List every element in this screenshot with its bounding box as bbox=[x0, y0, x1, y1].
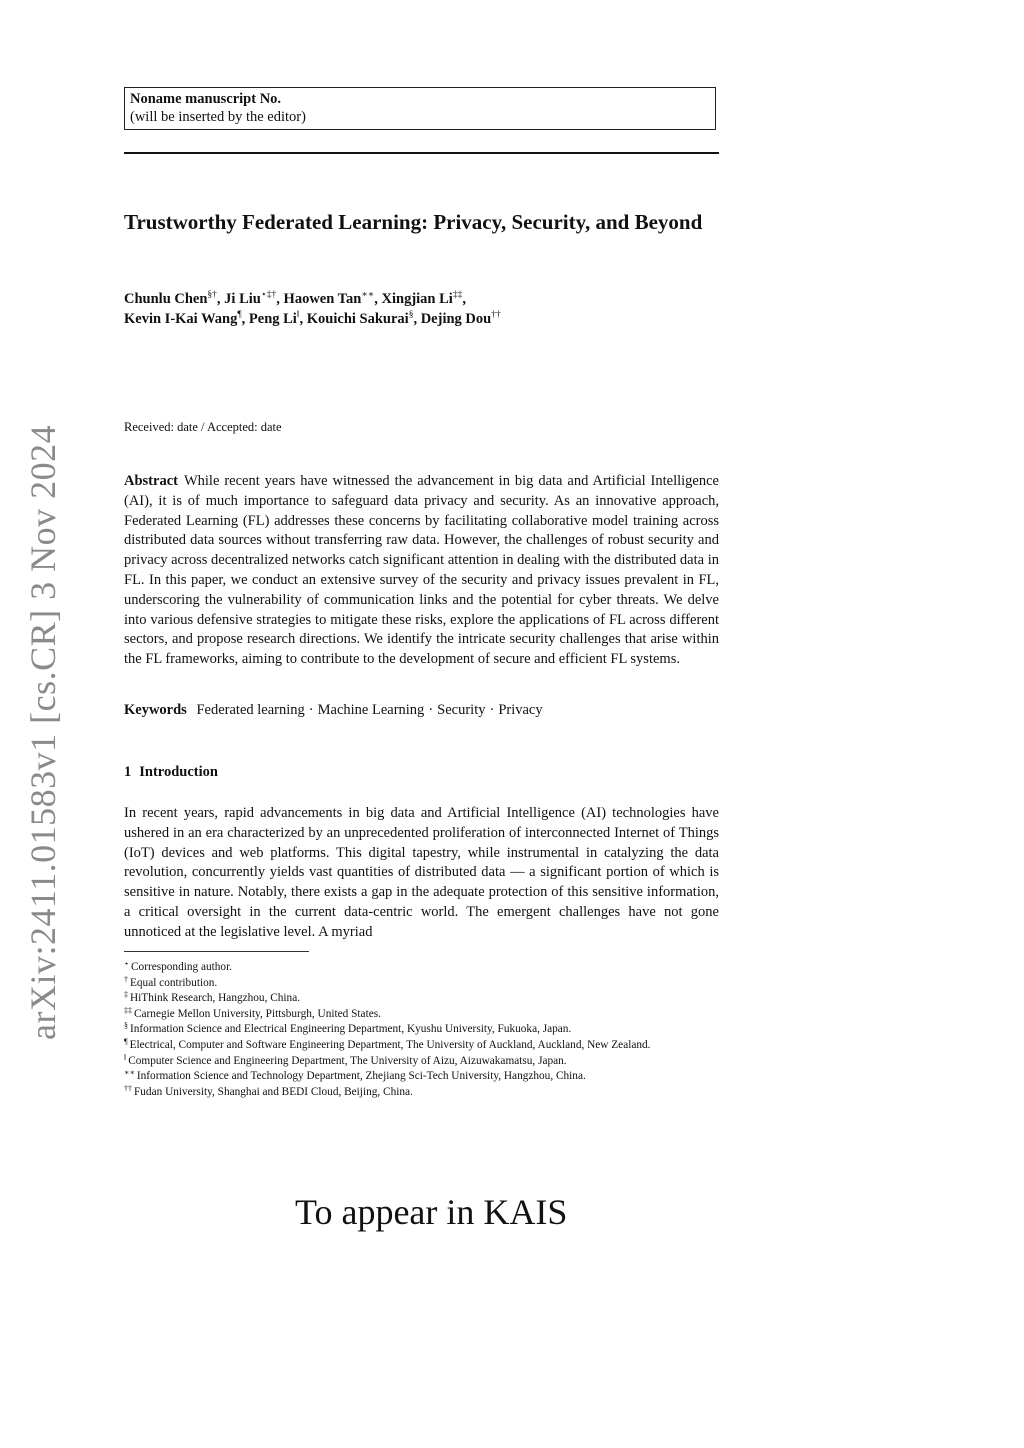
footnote-text: Information Science and Electrical Engineering Department, Kyushu University, Fukuoka, Japan. bbox=[130, 1023, 572, 1036]
keyword: Security bbox=[437, 702, 486, 718]
author-mark: ¶ bbox=[237, 309, 242, 320]
footnote bbox=[124, 1085, 719, 1101]
footnote-mark: ¶ bbox=[124, 1036, 128, 1046]
keywords-label: Keywords bbox=[124, 702, 187, 718]
author-name: Dejing Dou bbox=[420, 310, 492, 327]
footnote bbox=[124, 1054, 719, 1070]
keyword: Machine Learning bbox=[317, 702, 425, 718]
author-mark: ‖ bbox=[296, 309, 300, 320]
section-number: 1 bbox=[124, 764, 132, 780]
author-mark: § bbox=[408, 309, 414, 320]
footnote-text: Computer Science and Engineering Department, The University of Aizu, Aizuwakamatsu, Japan. bbox=[128, 1054, 567, 1067]
footnotes bbox=[124, 960, 719, 1100]
author-mark: ⋆‡† bbox=[260, 290, 277, 300]
footnote-text: Electrical, Computer and Software Engineering Department, The University of Auckland, Auckland, New Zealand. bbox=[129, 1038, 651, 1051]
abstract-label: Abstract bbox=[124, 473, 178, 489]
keywords bbox=[124, 701, 719, 720]
footnote-mark: † bbox=[124, 974, 128, 984]
appear-in-note: To appear in KAIS bbox=[295, 1192, 568, 1232]
keyword-separator: · bbox=[428, 702, 434, 718]
author-mark: ∗∗ bbox=[361, 290, 375, 300]
abstract bbox=[124, 472, 719, 670]
footnote-text: Corresponding author. bbox=[131, 961, 233, 973]
author-mark: †† bbox=[491, 309, 501, 320]
introduction-text: In recent years, rapid advancements in big data and Artificial Intelligence (AI) technologies have ushered in an era characterized by an unprecedented proliferation of interconnected Internet of Things (IoT) devices and web platforms. This digital tapestry, while instrumental in catalyzing the data revolution, concurrently yields vast quantities of distributed data — a significant portion of which is sensitive in nature. Notably, there exists a gap in the adequate protection of this sensitive information, a critical oversight in the current data-centric world. The emergent challenges have not gone unnoticed at the legislative level. A myriad bbox=[124, 805, 719, 940]
author-name: Haowen Tan bbox=[283, 291, 362, 307]
footnote bbox=[124, 1069, 719, 1085]
footnote-mark: ⋆ bbox=[124, 959, 130, 968]
footnote bbox=[124, 991, 719, 1007]
footnote bbox=[124, 1038, 719, 1054]
arxiv-identifier: arXiv:2411.01583v1 [cs.CR] 3 Nov 2024 bbox=[23, 424, 63, 1040]
header-rule bbox=[124, 152, 719, 154]
footnote-mark: †† bbox=[124, 1083, 132, 1093]
author-list: Chunlu Chen§†, Ji Liu⋆‡†, Haowen Tan∗∗, Xingjian Li‡‡, Kevin I-Kai Wang¶, Peng Li‖, Kouichi Sakurai§, Dejing Dou†† bbox=[124, 290, 501, 327]
footnote-mark: § bbox=[124, 1021, 128, 1031]
author-name: Kouichi Sakurai bbox=[306, 310, 409, 327]
footnote-text: Information Science and Technology Department, Zhejiang Sci-Tech University, Hangzhou, China. bbox=[136, 1070, 586, 1083]
footnote bbox=[124, 1022, 719, 1038]
author-mark: ‡‡ bbox=[452, 290, 463, 300]
footnote-rule bbox=[124, 951, 309, 952]
footnote-text: Equal contribution. bbox=[130, 976, 218, 989]
footnote-text: HiThink Research, Hangzhou, China. bbox=[130, 992, 301, 1005]
paper-title: Trustworthy Federated Learning: Privacy, Security, and Beyond bbox=[124, 210, 703, 234]
footnote-mark: ‖ bbox=[124, 1052, 127, 1062]
footnote-text: Carnegie Mellon University, Pittsburgh, United States. bbox=[134, 1007, 381, 1020]
keyword: Federated learning bbox=[196, 702, 305, 718]
author-mark: §† bbox=[207, 290, 217, 300]
footnote-mark: ∗∗ bbox=[124, 1068, 135, 1078]
manuscript-number: Noname manuscript No. bbox=[130, 91, 282, 107]
footnote bbox=[124, 960, 719, 976]
abstract-text: While recent years have witnessed the advancement in big data and Artificial Intelligence (AI), it is of much importance to safeguard data privacy and security. As an innovative approach, Federated Learning (FL) addresses these concerns by facilitating collaborative model training across distributed data sources without transferring raw data. However, the challenges of robust security and privacy across decentralized networks catch significant attention in dealing with the distributed data in FL. In this paper, we conduct an extensive survey of the security and privacy issues prevalent in FL, underscoring the vulnerability of communication links and the potential for cyber threats. We delve into various defensive strategies to mitigate these risks, explore the applications of FL across different sectors, and propose research directions. We identify the intricate security challenges that arise within the FL frameworks, aiming to contribute to the development of secure and efficient FL systems. bbox=[124, 473, 719, 668]
author-name: Xingjian Li bbox=[381, 291, 453, 307]
section-title: Introduction bbox=[139, 764, 218, 780]
received-date: Received: date / Accepted: date bbox=[124, 420, 282, 434]
footnote-text: Fudan University, Shanghai and BEDI Cloud, Beijing, China. bbox=[134, 1085, 413, 1098]
manuscript-box bbox=[124, 87, 716, 130]
keyword: Privacy bbox=[498, 702, 543, 718]
section-heading bbox=[124, 764, 218, 781]
footnote bbox=[124, 976, 719, 992]
author-name: Chunlu Chen bbox=[124, 291, 208, 307]
author-name: Kevin I-Kai Wang bbox=[124, 310, 238, 327]
footnote-mark: ‡ bbox=[124, 990, 128, 1000]
footnote-mark: ‡‡ bbox=[124, 1005, 132, 1015]
manuscript-editor-note: (will be inserted by the editor) bbox=[130, 109, 306, 125]
author-name: Peng Li bbox=[248, 310, 297, 327]
keyword-separator: · bbox=[489, 702, 495, 718]
author-name: Ji Liu bbox=[224, 291, 261, 307]
footnote bbox=[124, 1007, 719, 1023]
keyword-separator: · bbox=[308, 702, 314, 718]
